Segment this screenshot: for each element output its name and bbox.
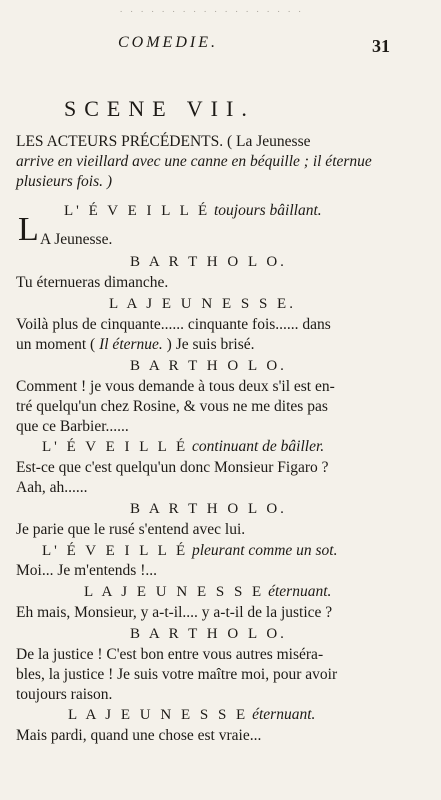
dialogue-text: tré quelqu'un chez Rosine, & vous ne me dites pas — [16, 398, 328, 415]
speaker-name: L' É V E I L L É — [42, 439, 189, 455]
page-number: 31 — [372, 36, 390, 56]
dialogue-line — [16, 686, 112, 704]
dialogue-line — [40, 231, 112, 249]
speaker-name: L A J E U N E S S E — [84, 584, 265, 600]
stage-direction-inline: éternuant. — [264, 583, 332, 600]
stage-direction: LES ACTEURS PRÉCÉDENTS. ( La Jeunesse — [16, 133, 311, 150]
dialogue-line — [16, 562, 157, 580]
dialogue-line — [16, 274, 168, 292]
speaker-name: L A J E U N E S S E. — [109, 296, 296, 312]
stage-direction: arrive en vieillard avec une canne en béquille ; il éternue — [16, 153, 372, 170]
dialogue-line — [16, 316, 331, 334]
dialogue-text: Est-ce que c'est quelqu'un donc Monsieur Figaro ? — [16, 459, 329, 476]
stage-direction-inline: continuant de bâiller. — [188, 438, 325, 455]
dialogue-line — [16, 646, 323, 664]
speaker-name: L A J E U N E S S E — [68, 707, 249, 723]
speaker-line — [42, 438, 324, 456]
speaker-name: L' É V E I L L É — [64, 203, 211, 219]
dialogue-line — [16, 604, 332, 622]
dialogue-line — [16, 418, 129, 436]
speaker-name: B A R T H O L O. — [130, 501, 287, 517]
dialogue-text: Moi... Je m'entends !... — [16, 562, 157, 579]
speaker-line — [109, 295, 296, 313]
stage-direction-inline: pleurant comme un sot. — [188, 542, 338, 559]
dialogue-text: que ce Barbier...... — [16, 418, 129, 435]
stage-direction: plusieurs fois. ) — [16, 173, 113, 190]
speaker-line — [68, 706, 315, 724]
stage-direction-inline: éternuant. — [248, 706, 316, 723]
scene-title: SCENE VII. — [64, 96, 255, 121]
dialogue-line — [16, 378, 335, 396]
dialogue-text: Aah, ah...... — [16, 479, 88, 496]
speaker-line — [84, 583, 331, 601]
inline-direction: Il éternue. — [99, 336, 163, 353]
running-head: COMEDIE. — [118, 34, 218, 51]
dialogue-line — [16, 459, 329, 477]
speaker-name: B A R T H O L O. — [130, 358, 287, 374]
speaker-name: L' É V E I L L É — [42, 543, 189, 559]
dialogue-text: A Jeunesse. — [40, 231, 113, 248]
dialogue-text: bles, la justice ! Je suis votre maître moi, pour avoir — [16, 666, 338, 683]
speaker-name: B A R T H O L O. — [130, 626, 287, 642]
dialogue-text: De la justice ! C'est bon entre vous autres miséra- — [16, 646, 324, 663]
dialogue-text: toujours raison. — [16, 686, 113, 703]
dialogue-line — [16, 479, 87, 497]
speaker-line — [64, 202, 322, 220]
speaker-name: B A R T H O L O. — [130, 254, 287, 270]
dialogue-text: Comment ! je vous demande à tous deux s'il est en- — [16, 378, 335, 395]
speaker-line — [130, 357, 287, 375]
dialogue-text: Je parie que le rusé s'entend avec lui. — [16, 521, 246, 538]
dialogue-text: Mais pardi, quand une chose est vraie... — [16, 727, 262, 744]
dialogue-line — [16, 727, 261, 745]
dialogue-line — [16, 398, 328, 416]
dialogue-text: ) Je suis brisé. — [162, 336, 255, 353]
dialogue-text: Tu éternueras dimanche. — [16, 274, 169, 291]
speaker-line — [130, 625, 287, 643]
speaker-line — [42, 542, 338, 560]
dialogue-text: Voilà plus de cinquante...... cinquante fois...... dans — [16, 316, 331, 333]
top-edge-dots: . . . . . . . . . . . . . . . . . . — [120, 4, 304, 14]
dialogue-line — [16, 666, 337, 684]
dialogue-line — [16, 336, 255, 354]
dialogue-line — [16, 521, 245, 539]
speaker-line — [130, 500, 287, 518]
dialogue-text: un moment ( — [16, 336, 100, 353]
stage-direction-inline: toujours bâillant. — [210, 202, 322, 219]
drop-cap: L — [18, 211, 39, 248]
speaker-line — [130, 253, 287, 271]
dialogue-text: Eh mais, Monsieur, y a-t-il.... y a-t-il de la justice ? — [16, 604, 333, 621]
